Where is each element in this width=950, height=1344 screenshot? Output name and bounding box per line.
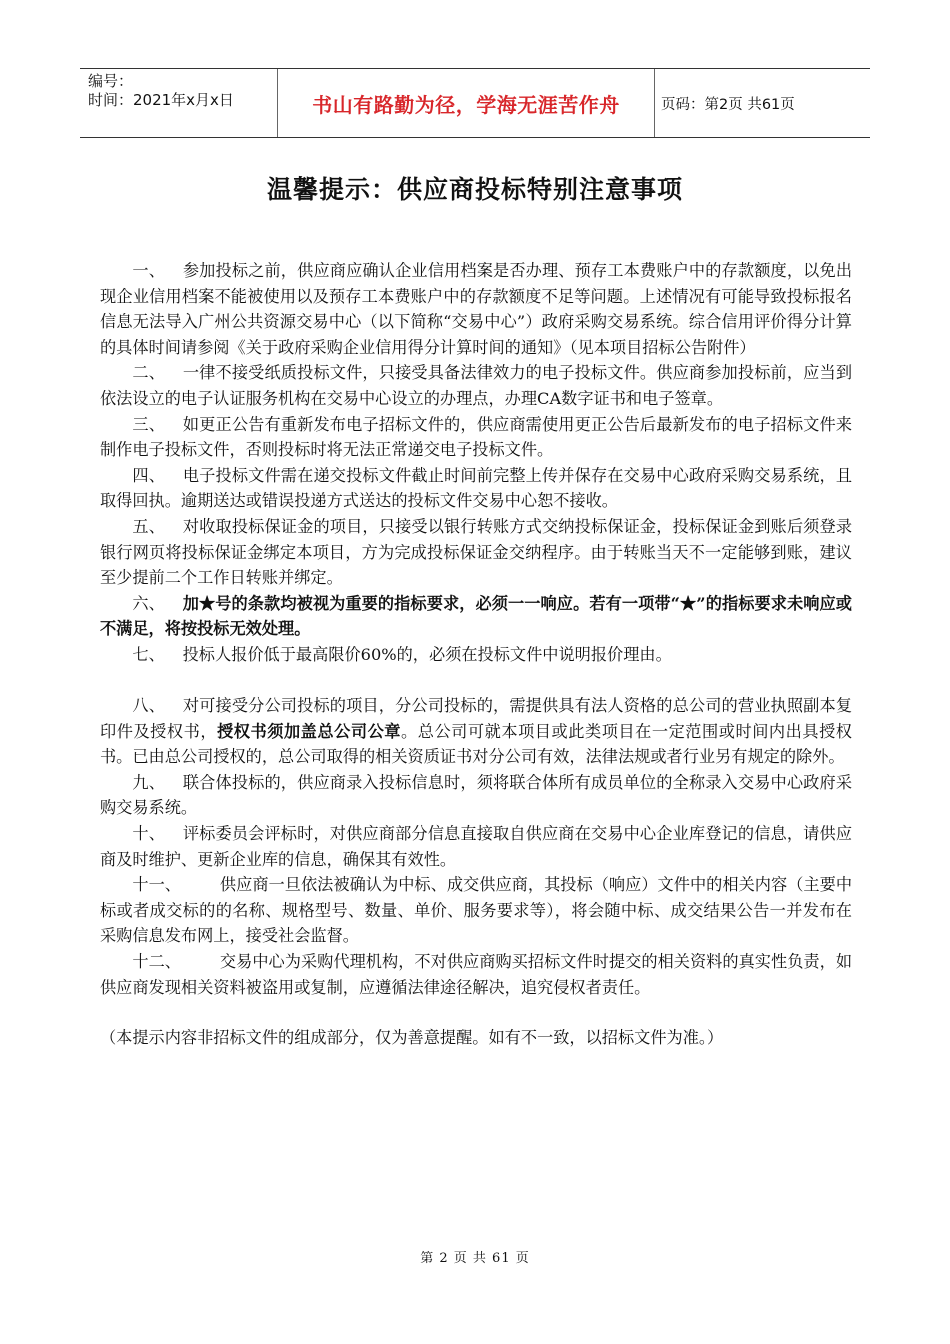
header-page-label: 页码：第2页 共61页 — [661, 96, 795, 113]
notice-item-6 — [100, 591, 852, 642]
header-motto: 书山有路勤为径，学海无涯苦作舟 — [278, 69, 655, 137]
item-text: 评标委员会评标时，对供应商部分信息直接取自供应商在交易中心企业库登记的信息，请供应商及时维护、更新企业库的信息，确保其有效性。 — [100, 824, 853, 869]
notice-item-11 — [100, 872, 852, 949]
item-number: 二、 — [132, 363, 166, 383]
item-number: 七、 — [132, 644, 165, 664]
item-text: 联合体投标的，供应商录入投标信息时，须将联合体所有成员单位的全称录入交易中心政府采购交易系统。 — [100, 772, 853, 818]
item-text: 供应商一旦依法被确认为中标、成交供应商，其投标（响应）文件中的相关内容（主要中标或者成交标的的名称、规格型号、数量、单价、服务要求等），将会随中标、成交结果公告一并发布在采购信息发布网上，接受社会监督。 — [100, 875, 853, 946]
notice-item-5 — [100, 514, 852, 591]
item-text-bold: 授权书须加盖总公司公章 — [217, 721, 402, 741]
notice-body — [100, 258, 852, 1051]
item-number: 三、 — [132, 414, 166, 434]
item-text: 如更正公告有重新发布电子招标文件的，供应商需使用更正公告后最新发布的电子招标文件来制作电子投标文件，否则投标时将无法正常递交电子投标文件。 — [100, 414, 853, 460]
item-text: 一律不接受纸质投标文件，只接受具备法律效力的电子投标文件。供应商参加投标前，应当到依法设立的电子认证服务机构在交易中心设立的办理点，办理CA数字证书和电子签章。 — [100, 363, 853, 408]
item-number: 十、 — [132, 824, 166, 844]
item-text-bold: 加★号的条款均被视为重要的指标要求，必须一一响应。若有一项带“★”的指标要求未响应或不满足，将按投标无效处理。 — [100, 593, 852, 639]
item-number: 四、 — [132, 465, 166, 485]
item-number: 九、 — [132, 772, 166, 792]
item-text: 交易中心为采购代理机构，不对供应商购买招标文件时提交的相关资料的真实性负责，如供应商发现相关资料被盗用或复制，应遵循法律途径解决，追究侵权者责任。 — [100, 952, 853, 997]
notice-item-3 — [100, 412, 852, 463]
notice-item-4 — [100, 463, 852, 514]
item-text: 电子投标文件需在递交投标文件截止时间前完整上传并保存在交易中心政府采购交易系统，且取得回执。逾期送达或错误投递方式送达的投标文件交易中心恕不接收。 — [100, 465, 853, 511]
header-meta — [80, 69, 278, 137]
item-number: 八、 — [132, 696, 166, 716]
notice-item-1 — [100, 258, 852, 360]
notice-item-7 — [100, 642, 852, 668]
page-footer: 第 2 页 共 61 页 — [420, 1251, 530, 1266]
document-title: 温馨提示：供应商投标特别注意事项 — [266, 175, 683, 204]
notice-item-8 — [100, 693, 852, 770]
page-header — [80, 68, 870, 138]
item-number: 一、 — [132, 261, 166, 280]
item-number: 十一、 — [132, 875, 182, 895]
document-date-label: 时间：2021年x月x日 — [88, 91, 234, 109]
item-text: 投标人报价低于最高限价60%的，必须在投标文件中说明报价理由。 — [182, 644, 672, 664]
item-text: 。总公司可就本项目或此类项目在一定范围或时间内出具授权书。已由总公司授权的，总公司取得的相关资质证书对分公司有效，法律法规或者行业另有规定的除外。 — [100, 721, 852, 767]
notice-item-10 — [100, 821, 852, 872]
document-number-label: 编号： — [88, 72, 134, 90]
notice-item-9 — [100, 770, 852, 821]
notice-item-2 — [100, 360, 852, 411]
item-number: 六、 — [132, 593, 165, 613]
disclaimer-note: （本提示内容非招标文件的组成部分，仅为善意提醒。如有不一致，以招标文件为准。） — [100, 1028, 724, 1048]
notice-item-12 — [100, 949, 852, 1000]
item-text: 对可接受分公司投标的项目，分公司投标的，需提供具有法人资格的总公司的营业执照副本复印件及授权书， — [100, 696, 853, 741]
item-text: 对收取投标保证金的项目，只接受以银行转账方式交纳投标保证金，投标保证金到账后须登录银行网页将投标保证金绑定本项目，方为完成投标保证金交纳程序。由于转账当天不一定能够到账，建议至少提前二个工作日转账并绑定。 — [100, 516, 853, 588]
item-number: 五、 — [132, 516, 166, 536]
item-text: 参加投标之前，供应商应确认企业信用档案是否办理、预存工本费账户中的存款额度，以免出现企业信用档案不能被使用以及预存工本费账户中的存款额度不足等问题。上述情况有可能导致投标报名信息无法导入广州公共资源交易中心（以下简称“交易中心”）政府采购交易系统。综合信用评价得分计算的具体时间请参阅《关于政府采购企业信用得分计算时间的通知》（见本项目招标公告附件） — [100, 261, 853, 357]
item-number: 十二、 — [132, 952, 182, 972]
